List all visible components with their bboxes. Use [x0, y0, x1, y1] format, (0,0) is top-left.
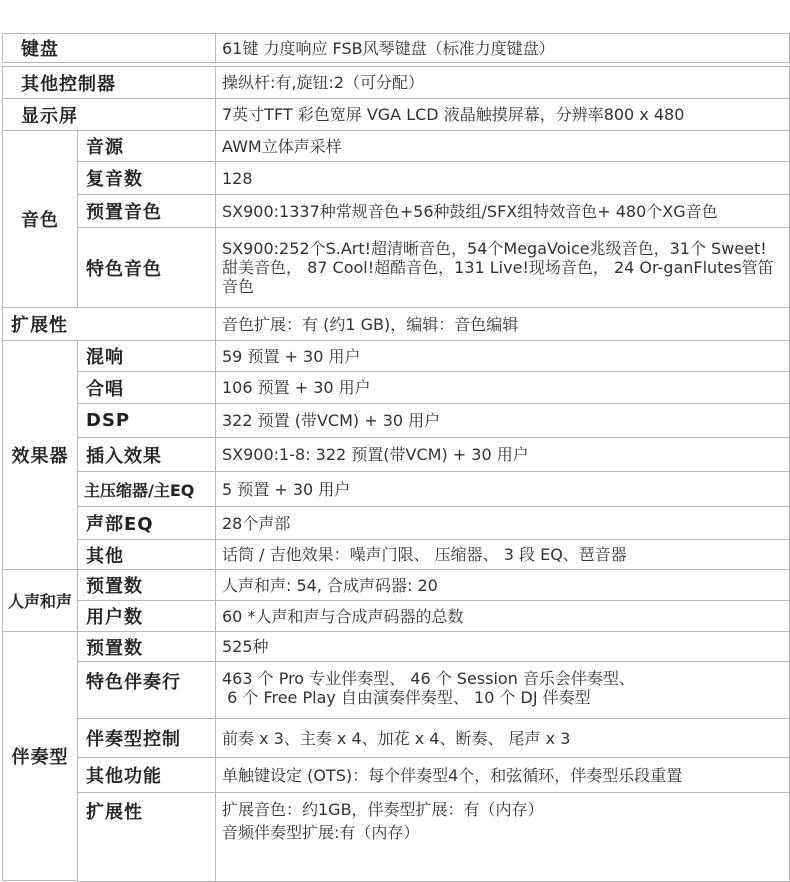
style-value-featured — [215, 661, 790, 719]
voice-value-featured-voices: SX900:252个S.Art!超清晰音色，54个MegaVoice兆级音色，31个 Sweet!甜美音色， 87 Cool!超酷音色，131 Live!现场音色， 24 Or-ganFlutes管笛音色 — [215, 227, 790, 308]
voice-label-featured-voices: 特色音色 — [77, 227, 216, 308]
style-label-control: 伴奏型控制 — [77, 718, 216, 758]
row-label-display: 显示屏 — [2, 98, 216, 131]
row-value-other-controllers: 操纵杆:有,旋钮:2（可分配） — [215, 66, 790, 99]
style-featured-line-1: 463 个 Pro 专业伴奏型、 46 个 Session 音乐会伴奏型、 — [222, 669, 635, 688]
effects-value-reverb: 59 预置 + 30 用户 — [215, 340, 790, 372]
voice-label-tone-source: 音源 — [77, 130, 216, 162]
effects-value-part-eq: 28个声部 — [215, 506, 790, 540]
style-value-preset: 525种 — [215, 631, 790, 662]
vocal-label-user: 用户数 — [77, 600, 216, 632]
voice-value-tone-source: AWM立体声采样 — [215, 130, 790, 162]
row-value-display: 7英寸TFT 彩色宽屏 VGA LCD 液晶触摸屏幕，分辨率800 x 480 — [215, 98, 790, 131]
row-label-expandability: 扩展性 — [2, 307, 216, 341]
effects-value-master-comp-eq: 5 预置 + 30 用户 — [215, 471, 790, 507]
group-label-vocal-harmony: 人声和声 — [2, 569, 78, 632]
vocal-value-user: 60 *人声和声与合成声码器的总数 — [215, 600, 790, 632]
voice-value-polyphony: 128 — [215, 161, 790, 195]
voice-value-preset-voices: SX900:1337种常规音色+56种鼓组/SFX组特效音色+ 480个XG音色 — [215, 194, 790, 228]
style-expand-line-1: 扩展音色：约1GB，伴奏型扩展：有（内存） — [222, 800, 544, 819]
style-label-other-functions: 其他功能 — [77, 757, 216, 793]
effects-label-other: 其他 — [77, 539, 216, 570]
style-value-control: 前奏 x 3、主奏 x 4、加花 x 4、断奏、 尾声 x 3 — [215, 718, 790, 758]
effects-value-other: 话筒 / 吉他效果：噪声门限、 压缩器、 3 段 EQ、琶音器 — [215, 539, 790, 570]
row-value-expandability: 音色扩展：有 (约1 GB)，编辑：音色编辑 — [215, 307, 790, 341]
group-label-voice: 音色 — [2, 130, 78, 308]
effects-value-dsp: 322 预置 (带VCM) + 30 用户 — [215, 403, 790, 438]
style-expand-line-2: 音频伴奏型扩展:有（内存） — [222, 823, 420, 842]
style-label-expandability: 扩展性 — [77, 792, 216, 882]
voice-label-preset-voices: 预置音色 — [77, 194, 216, 228]
row-value-keyboard: 61键 力度响应 FSB风琴键盘（标准力度键盘） — [215, 33, 790, 63]
vocal-value-preset: 人声和声: 54, 合成声码器: 20 — [215, 569, 790, 601]
row-label-keyboard: 键盘 — [2, 33, 216, 63]
style-value-other-functions: 单触键设定 (OTS)：每个伴奏型4个，和弦循环，伴奏型乐段重置 — [215, 757, 790, 793]
effects-label-part-eq: 声部EQ — [77, 506, 216, 540]
group-label-effects: 效果器 — [2, 340, 78, 570]
effects-label-insertion: 插入效果 — [77, 437, 216, 472]
vocal-label-preset: 预置数 — [77, 569, 216, 601]
style-label-preset: 预置数 — [77, 631, 216, 662]
style-value-expandability — [215, 792, 790, 882]
row-label-other-controllers: 其他控制器 — [2, 66, 216, 99]
voice-label-polyphony: 复音数 — [77, 161, 216, 195]
effects-label-chorus: 合唱 — [77, 371, 216, 404]
effects-label-dsp: DSP — [77, 403, 216, 438]
effects-label-reverb: 混响 — [77, 340, 216, 372]
effects-value-insertion: SX900:1-8: 322 预置(带VCM) + 30 用户 — [215, 437, 790, 472]
style-featured-line-2: 6 个 Free Play 自由演奏伴奏型、 10 个 DJ 伴奏型 — [222, 688, 591, 707]
effects-value-chorus: 106 预置 + 30 用户 — [215, 371, 790, 404]
group-label-style: 伴奏型 — [2, 631, 78, 881]
style-label-featured: 特色伴奏行 — [77, 661, 216, 719]
effects-label-master-comp-eq: 主压缩器/主EQ — [77, 471, 216, 507]
